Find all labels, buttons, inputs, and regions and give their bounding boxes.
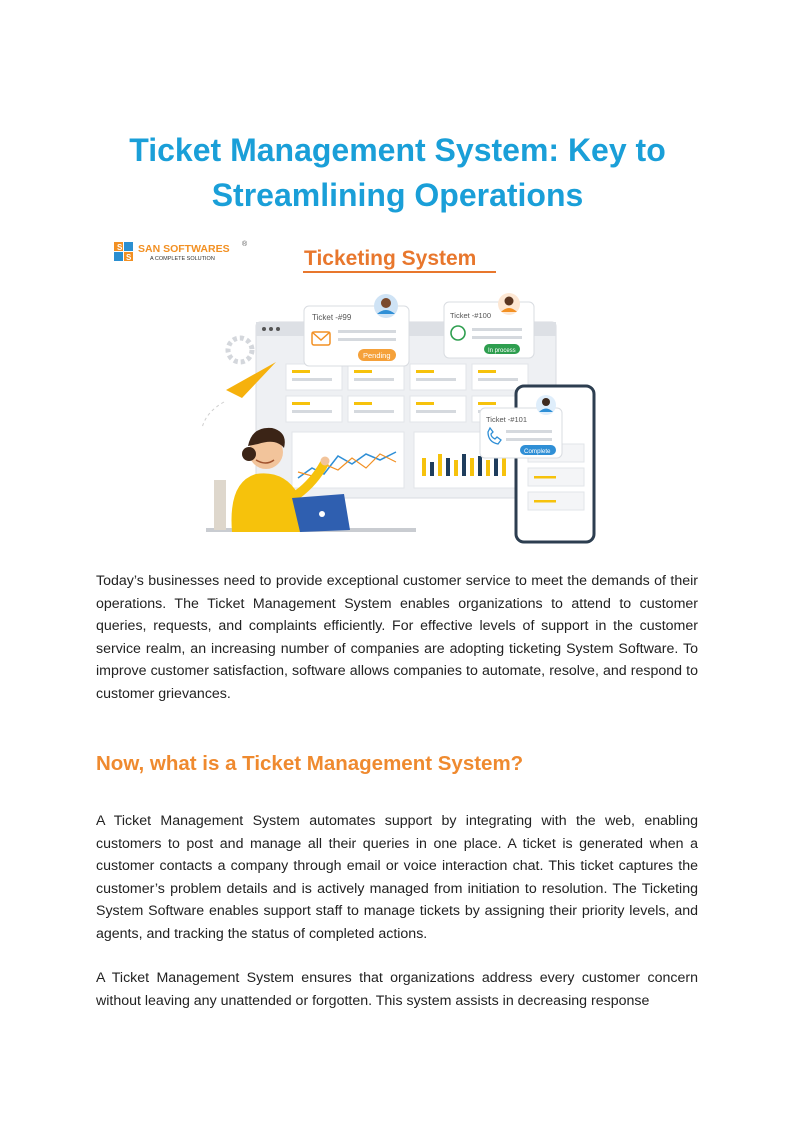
status-badge: Complete — [524, 448, 551, 455]
svg-text:S: S — [126, 253, 132, 262]
intro-paragraph: Today’s businesses need to provide exceptional customer service to meet the demands of their operations. The Ticket Management System enables organizations to attend to customer queries, requests, and complaints efficiently. For effective levels of support in the customer service realm, an increasing number of companies are adopting ticketing System Software. To improve customer satisfaction, software allows companies to automate, resolve, and respond to customer grievances. — [96, 573, 698, 702]
ticket-id: Ticket -#99 — [312, 313, 352, 322]
status-badge: In process — [488, 348, 516, 354]
brand-mark: ® — [242, 241, 248, 248]
section-heading: Now, what is a Ticket Management System? — [96, 752, 524, 775]
brand-name: SAN SOFTWARES — [138, 243, 230, 255]
san-softwares-logo — [114, 242, 133, 262]
ticketing-system-illustration — [106, 232, 606, 550]
ticket-id: Ticket -#101 — [486, 415, 527, 424]
document-title: Ticket Management System: Key to Streamlining Operations — [129, 132, 666, 213]
brand-tagline: A COMPLETE SOLUTION — [150, 256, 215, 262]
definition-paragraph: A Ticket Management System automates support by integrating with the web, enabling customers to post and manage all their queries in one place. A ticket is generated when a customer contacts a company through email or voice interaction chat. This ticket captures the customer’s problem details and is actively managed from initiation to resolution. The Ticketing System Software enables support staff to manage tickets by assigning their priority levels, and agents, and tracking the status of completed actions. — [96, 813, 698, 942]
ticket-card-99 — [304, 294, 409, 366]
ticket-id: Ticket -#100 — [450, 311, 491, 320]
ticket-card-100 — [444, 293, 534, 358]
status-badge: Pending — [363, 351, 391, 360]
benefit-paragraph: A Ticket Management System ensures that organizations address every customer concern without leaving any unattended or forgotten. This system assists in decreasing response — [96, 970, 698, 1009]
banner-title: Ticketing System — [304, 247, 477, 270]
gear-icon — [228, 338, 252, 362]
svg-text:S: S — [117, 243, 123, 252]
